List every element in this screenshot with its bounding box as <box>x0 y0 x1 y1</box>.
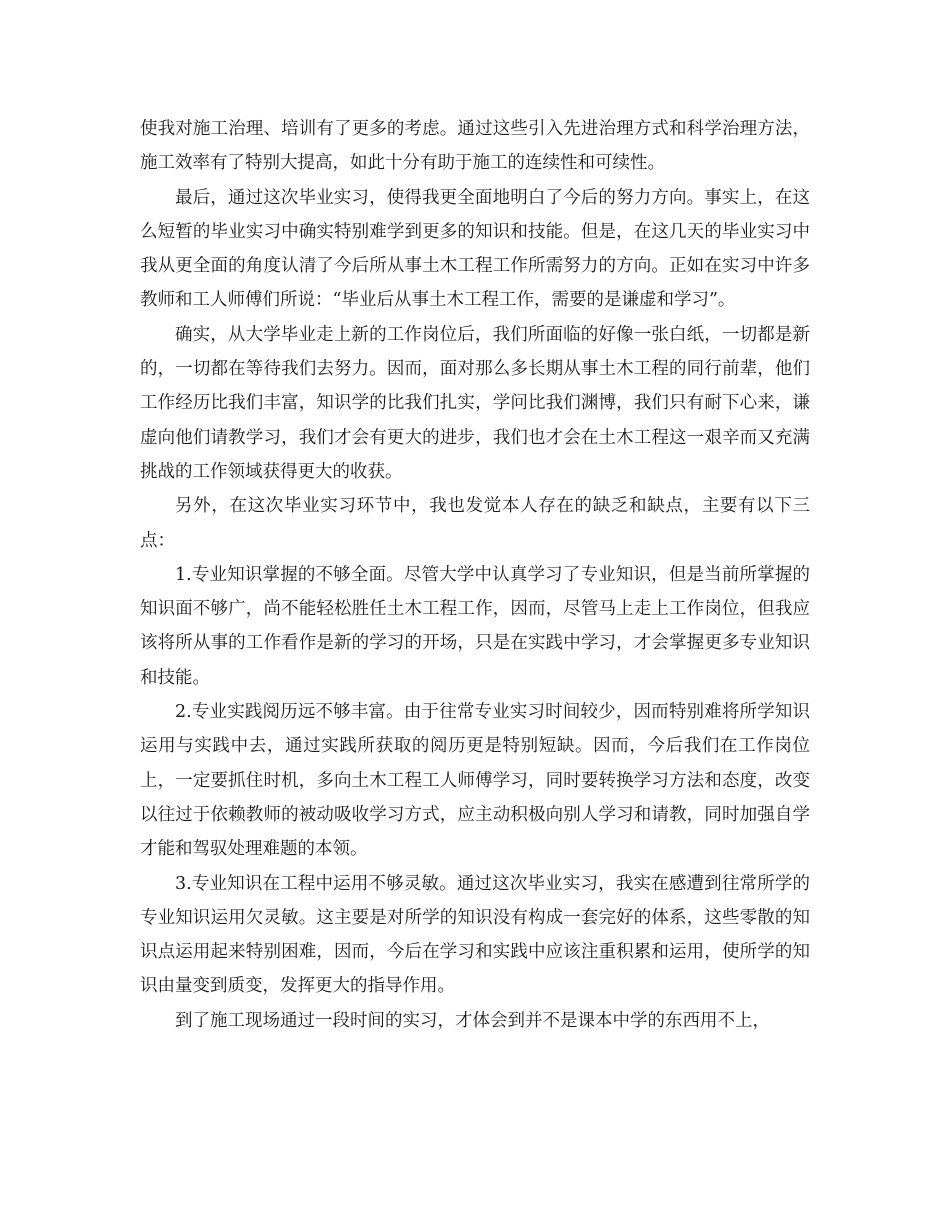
paragraph-5: 1.专业知识掌握的不够全面。尽管大学中认真学习了专业知识，但是当前所掌握的知识面不够广，尚不能轻松胜任土木工程工作，因而，尽管马上走上工作岗位，但我应该将所从事的工作看作是新的学习的开场，只是在实践中学习，才会掌握更多专业知识和技能。 <box>140 564 810 688</box>
paragraph-1: 使我对施工治理、培训有了更多的考虑。通过这些引入先进治理方式和科学治理方法，施工效率有了特别大提高，如此十分有助于施工的连续性和可续性。 <box>140 119 810 174</box>
paragraph-6: 2.专业实践阅历远不够丰富。由于往常专业实习时间较少，因而特别难将所学知识运用与实践中去，通过实践所获取的阅历更是特别短缺。因而，今后我们在工作岗位上，一定要抓住时机，多向土木工程工人师傅学习，同时要转换学习方法和态度，改变以往过于依赖教师的被动吸收学习方式，应主动积极向别人学习和请教，同时加强自学才能和驾驭处理难题的本领。 <box>140 702 810 860</box>
paragraph-8: 到了施工现场通过一段时间的实习，才体会到并不是课本中学的东西用不上， <box>175 1010 770 1031</box>
paragraph-4: 另外，在这次毕业实习环节中，我也发觉本人存在的缺乏和缺点，主要有以下三点： <box>140 496 810 551</box>
paragraph-3: 确实，从大学毕业走上新的工作岗位后，我们所面临的好像一张白纸，一切都是新的，一切都在等待我们去努力。因而，面对那么多长期从事土木工程的同行前辈，他们工作经历比我们丰富，知识学的比我们扎实，学问比我们渊博，我们只有耐下心来，谦虚向他们请教学习，我们才会有更大的进步，我们也才会在土木工程这一艰辛而又充满挑战的工作领域获得更大的收获。 <box>140 324 810 482</box>
paragraph-2: 最后，通过这次毕业实习，使得我更全面地明白了今后的努力方向。事实上，在这么短暂的毕业实习中确实特别难学到更多的知识和技能。但是，在这几天的毕业实习中我从更全面的角度认清了今后所从事土木工程工作所需努力的方向。正如在实习中许多教师和工人师傅们所说：“毕业后从事土木工程工作，需要的是谦虚和学习”。 <box>140 187 810 311</box>
paragraph-7: 3.专业知识在工程中运用不够灵敏。通过这次毕业实习，我实在感遭到往常所学的专业知识运用欠灵敏。这主要是对所学的知识没有构成一套完好的体系，这些零散的知识点运用起来特别困难，因而，今后在学习和实践中应该注重积累和运用，使所学的知识由量变到质变，发挥更大的指导作用。 <box>140 873 810 997</box>
document-body <box>140 112 810 1038</box>
